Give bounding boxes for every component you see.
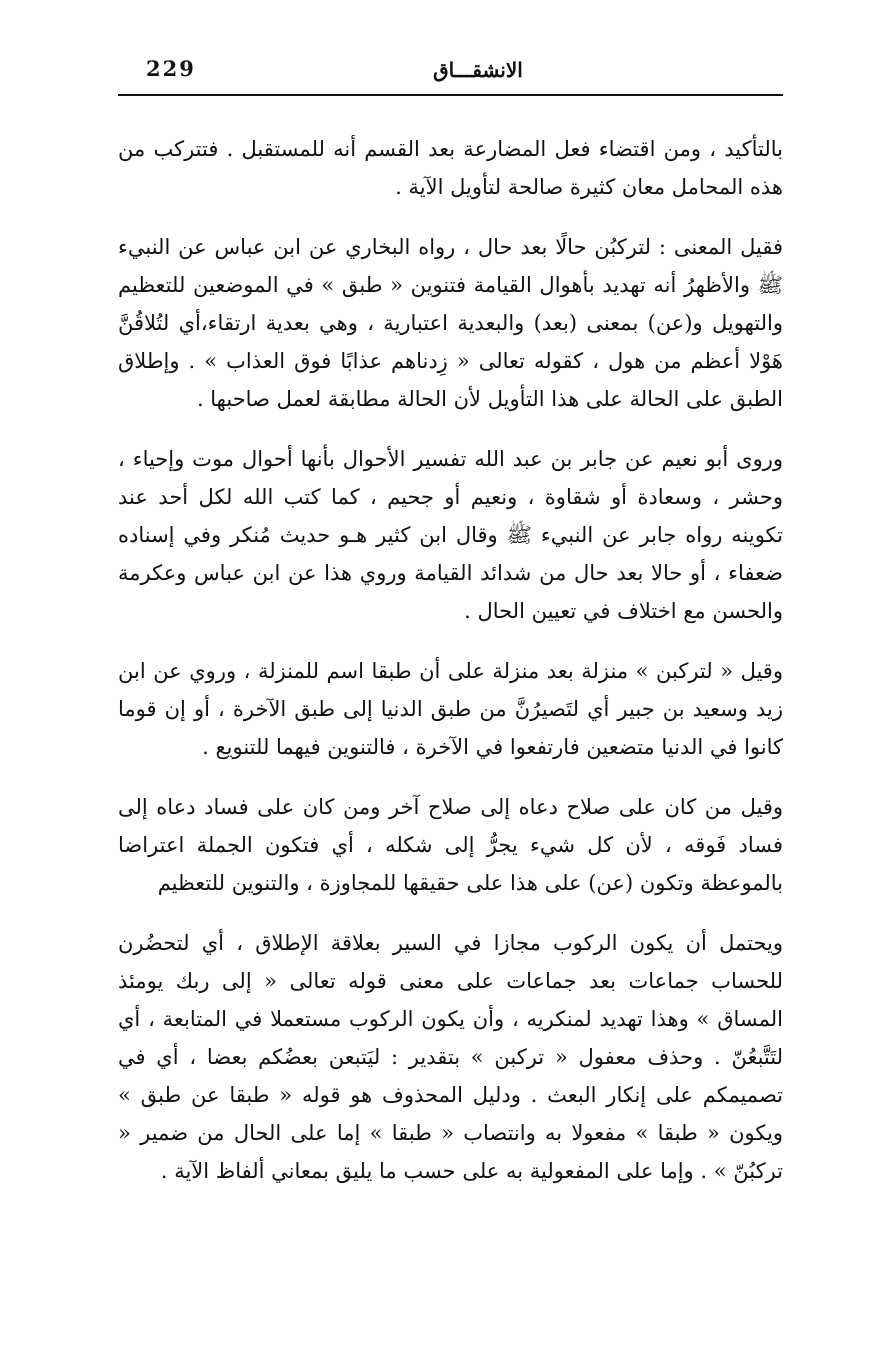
paragraph-3: وروى أبو نعيم عن جابر بن عبد الله تفسير الأحوال بأنها أحوال موت وإحياء ، وحشر ، وسعادة أو شقاوة ، ونعيم أو جحيم ، كما كتب الله لكل أحد عند تكوينه رواه جابر عن النبيء ﷺ وقال ابن كثير هـو حديث مُنكر وفي إسناده ضعفاء ، أو حالا بعد حال من شدائد القيامة وروي هذا عن ابن عباس وعكرمة والحسن مع اختلاف في تعيين الحال . (118, 447, 783, 623)
page-body (118, 130, 783, 1190)
paragraph-1: بالتأكيد ، ومن اقتضاء فعل المضارعة بعد القسم أنه للمستقبل . فتتركب من هذه المحامل معان كثيرة صالحة لتأويل الآية . (118, 137, 783, 199)
header-rule (118, 94, 783, 96)
page-number: 229 (146, 56, 196, 81)
paragraph-6: ويحتمل أن يكون الركوب مجازا في السير بعلاقة الإطلاق ، أي لتحضُرن للحساب جماعات بعد جماعات على معنى قوله تعالى « إلى ربك يومئذ المساق » وهذا تهديد لمنكريه ، وأن يكون الركوب مستعملا في المتابعة ، أي لتَتَّبعُنّ . وحذف معفول « تركبن » بتقدير : ليَتبعن بعضُكم بعضا ، أي في تصميمكم على إنكار البعث . ودليل المحذوف هو قوله « طبقا عن طبق » ويكون « طبقا » مفعولا به وانتصاب « طبقا » إما على الحال من ضمير « تركبُنّ » . وإما على المفعولية به على حسب ما يليق بمعاني ألفاظ الآية . (118, 931, 783, 1183)
paragraph-5: وقيل من كان على صلاح دعاه إلى صلاح آخر ومن كان على فساد دعاه إلى فساد فَوقه ، لأن كل شيء يجرُّ إلى شكله ، أي فتكون الجملة اعتراضا بالموعظة وتكون (عن) على هذا على حقيقها للمجاوزة ، والتنوين للتعظيم (118, 795, 783, 895)
paragraph-4: وقيل « لتركبن » منزلة بعد منزلة على أن طبقا اسم للمنزلة ، وروي عن ابن زيد وسعيد بن جبير أي لتَصيرُنَّ من طبق الدنيا إلى طبق الآخرة ، أو إن قوما كانوا في الدنيا متضعين فارتفعوا في الآخرة ، فالتنوين فيهما للتنويع . (118, 659, 783, 759)
page-header (118, 52, 783, 92)
running-title: الانشقـــاق (433, 58, 523, 82)
paragraph-2: فقيل المعنى : لتركبُن حالًا بعد حال ، رواه البخاري عن ابن عباس عن النبيء ﷺ والأظهرُ أنه تهديد بأهوال القيامة فتنوين « طبق » في الموضعين للتعظيم والتهويل و(عن) بمعنى (بعد) والبعدية اعتبارية ، وهي بعدية ارتقاء،أي لتُلاقُنَّ هَوْلا أعظم من هول ، كقوله تعالى « زِدناهم عذابًا فوق العذاب » . وإطلاق الطبق على الحالة على هذا التأويل لأن الحالة مطابقة لعمل صاحبها . (118, 235, 783, 411)
